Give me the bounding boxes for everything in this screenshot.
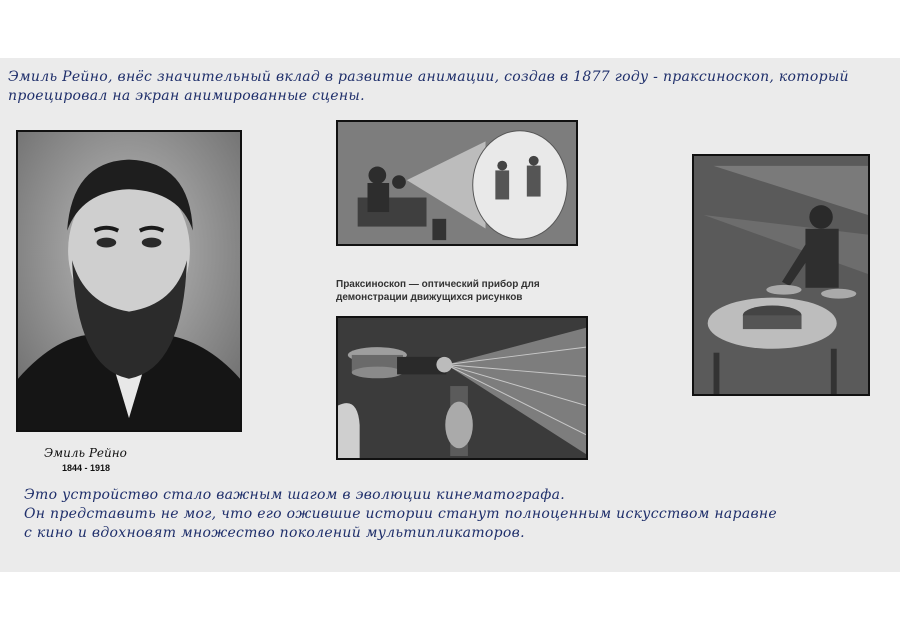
conclusion-line-1: Это устройство стало важным шагом в эволюции кинематографа. [24,487,566,503]
praxinoscope-device-image [338,318,586,458]
slide [0,58,900,572]
projection-scene-photo [336,120,578,246]
praxinoscope-device-photo [336,316,588,460]
portrait-name: Эмиль Рейно [44,446,127,460]
operator-scene-photo [692,154,870,396]
conclusion-text [24,486,884,543]
portrait-photo [16,130,242,432]
praxinoscope-caption: Праксиноскоп — оптический прибор для демонстрации движущихся рисунков [336,279,540,303]
conclusion-line-2: Он представить не мог, что его ожившие истории станут полноценным искусством наравне [24,506,778,522]
portrait-image [18,132,240,430]
projection-scene-image [338,122,576,244]
portrait-years: 1844 - 1918 [62,463,111,473]
operator-scene-image [694,156,868,394]
intro-text: Эмиль Рейно, внёс значительный вклад в развитие анимации, создав в 1877 году - праксиноскоп, который проецировал на экран анимированные сцены. [8,69,849,104]
conclusion-line-3: с кино и вдохновят множество поколений мультипликаторов. [24,525,525,541]
